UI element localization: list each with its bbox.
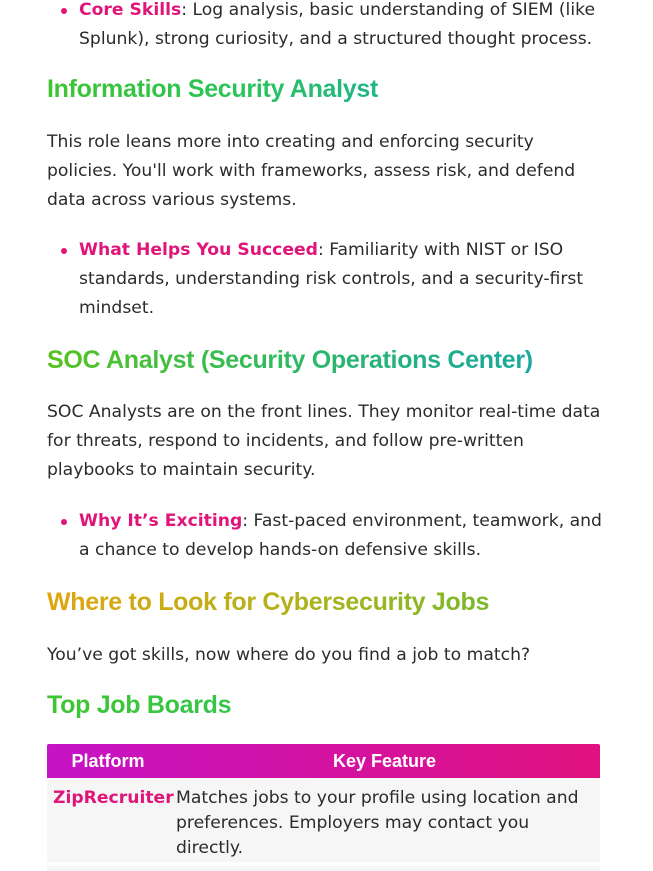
bullet-dot bbox=[61, 519, 67, 525]
feature-cell: Matches jobs to your profile using location and preferences. Employers may contact you directly. bbox=[176, 788, 579, 858]
bullet-text: : Fast-paced environment, teamwork, and a chance to develop hands-on defensive skills. bbox=[79, 511, 602, 560]
section-heading-where: Where to Look for Cybersecurity Jobs bbox=[47, 588, 490, 616]
soc-paragraph: SOC Analysts are on the front lines. They monitor real-time data for threats, respond to incidents, and follow pre-written playbooks to maintain security. bbox=[47, 402, 601, 480]
platform-cell: ZipRecruiter bbox=[53, 788, 174, 808]
where-paragraph: You’ve got skills, now where do you find a job to match? bbox=[47, 645, 531, 665]
section-heading-soc: SOC Analyst (Security Operations Center) bbox=[47, 346, 533, 374]
soc-list bbox=[0, 507, 653, 565]
section-heading-info-sec: Information Security Analyst bbox=[47, 75, 379, 103]
job-boards-table bbox=[47, 744, 600, 871]
list-item bbox=[0, 236, 653, 323]
section-heading-job-boards: Top Job Boards bbox=[47, 691, 232, 719]
info-sec-list bbox=[0, 236, 653, 323]
bullet-dot bbox=[61, 8, 67, 14]
bullet-term: Core Skills bbox=[79, 0, 182, 20]
list-item bbox=[0, 507, 653, 565]
bullet-dot bbox=[61, 248, 67, 254]
table-row-next bbox=[47, 866, 600, 871]
table-header bbox=[47, 744, 600, 778]
info-sec-paragraph: This role leans more into creating and enforcing security policies. You'll work with frameworks, assess risk, and defend data across various systems. bbox=[47, 132, 576, 210]
bullet-text: : Familiarity with NIST or ISO standards, understanding risk controls, and a security-first mindset. bbox=[79, 240, 584, 318]
header-platform: Platform bbox=[71, 750, 145, 771]
list-item bbox=[0, 0, 653, 54]
bullet-text: : Log analysis, basic understanding of SIEM (like Splunk), strong curiosity, and a structured thought process. bbox=[79, 0, 596, 49]
core-skills-list bbox=[0, 0, 653, 54]
table-row bbox=[47, 778, 600, 862]
bullet-term: Why It’s Exciting bbox=[79, 511, 243, 531]
bullet-term: What Helps You Succeed bbox=[79, 240, 318, 260]
header-key-feature: Key Feature bbox=[332, 750, 437, 771]
